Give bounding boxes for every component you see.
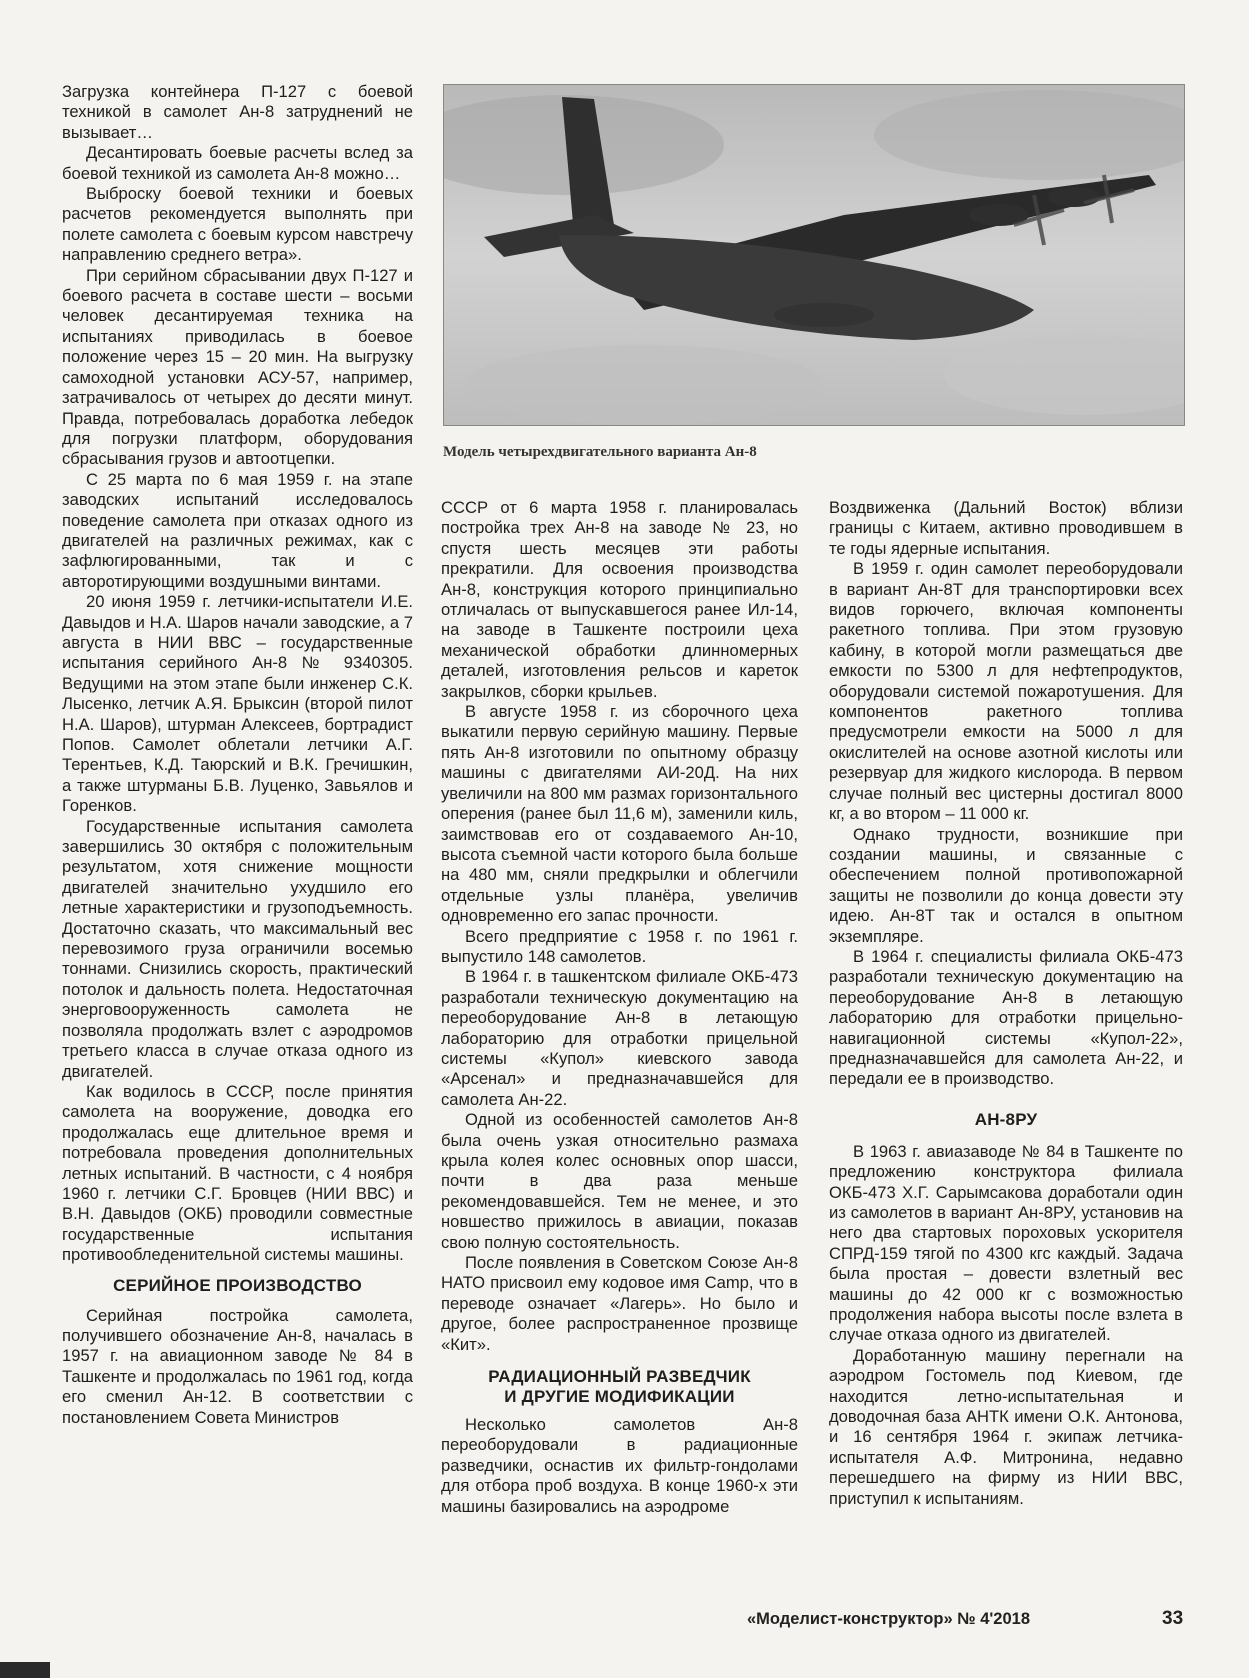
paragraph: В 1959 г. один самолет переоборудовали в вариант Ан-8Т для транспортировки всех видов горючего, включая компоненты ракетного топлива. При этом грузовую кабину, в которой могли размещаться две емкости по 5300 л для нефтепродуктов, оборудовали системой пожаротушения. Для компонентов ракетного топлива предусмотрели емкости на 5000 л для окислителей на основе азотной кислоты или резервуар для жидкого кислорода. В первом случае полный вес цистерны достигал 8000 кг, а во втором – 11 000 кг. bbox=[829, 559, 1183, 824]
paragraph: Несколько самолетов Ан-8 переоборудовали в радиационные разведчики, оснастив их фильтр-гондолами для отбора проб воздуха. В конце 1960-х эти машины базировались на аэродроме bbox=[441, 1415, 798, 1516]
paragraph: После появления в Советском Союзе Ан-8 НАТО присвоил ему кодовое имя Camp, что в переводе означает «Лагерь». Но было и другое, более распространенное прозвище «Кит». bbox=[441, 1253, 798, 1354]
paragraph: В августе 1958 г. из сборочного цеха выкатили первую серийную машину. Первые пять Ан-8 изготовили по опытному образцу машины с двигателями АИ-20Д. На них увеличили на 800 мм размах горизонтального оперения (ранее был 11,6 м), заменили киль, заимствовав его от создаваемого Ан-10, высота съемной части которого была больше на 480 мм, сняли предкрылки и облегчили отдельные узлы планёра, увеличив одновременно его запас прочности. bbox=[441, 702, 798, 926]
photo-caption: Модель четырехдвигательного варианта Ан-8 bbox=[443, 444, 757, 460]
heading-line: РАДИАЦИОННЫЙ РАЗВЕДЧИК bbox=[488, 1367, 751, 1387]
page-number: 33 bbox=[1162, 1608, 1184, 1629]
paragraph: В 1964 г. специалисты филиала ОКБ-473 разработали техническую документацию на переоборудование Ан-8 в летающую лабораторию для отработки прицельно-навигационной системы «Купол-22», предназначавшейся для самолета Ан-22, и передали ее в производство. bbox=[829, 946, 1183, 1089]
paragraph: В 1964 г. в ташкентском филиале ОКБ-473 разработали техническую документацию на переоборудование Ан-8 в летающую лабораторию для отработки прицельной системы «Купол» киевского завода «Арсенал» и предназначавшейся для самолета Ан-22. bbox=[441, 967, 798, 1109]
paragraph: Воздвиженка (Дальний Восток) вблизи границы с Китаем, активно проводившем в те годы ядерные испытания. bbox=[829, 498, 1183, 558]
paragraph: В 1963 г. авиазаводе № 84 в Ташкенте по предложению конструктора филиала ОКБ-473 Х.Г. Сарымсакова доработали один из самолетов в вариант Ан-8РУ, установив на него два стартовых пороховых ускорителя СПРД-159 тягой по 4300 кгс каждый. Задача была простая – довести взлетный вес машины до 42 000 кг с возможностью продолжения набора высоты после взлета в случае отказа одного из двигателей. bbox=[829, 1141, 1183, 1345]
paragraph: С 25 марта по 6 мая 1959 г. на этапе заводских испытаний исследовалось поведение самолета при отказах одного из двигателей на различных режимах, как с зафлюгированными, так и с авторотирующими воздушными винтами. bbox=[62, 469, 413, 591]
paragraph: Загрузка контейнера П-127 с боевой техникой в самолет Ан-8 затруднений не вызывает… bbox=[62, 82, 413, 142]
paragraph: Как водилось в СССР, после принятия самолета на вооружение, доводка его продолжалась еще длительное время и потребовала проведения дополнительных летных испытаний. В частности, с 4 ноября 1960 г. летчики С.Г. Бровцев (НИИ ВВС) и В.Н. Давыдов (ОКБ) проводили совместные государственные испытания противообледенительной системы машины. bbox=[62, 1081, 413, 1265]
text-column-3 bbox=[829, 498, 1183, 1509]
paragraph: Серийная постройка самолета, получившего обозначение Ан-8, началась в 1957 г. на авиационном заводе № 84 в Ташкенте и продолжалась по 1961 год, когда его сменил Ан-12. В соответствии с постановлением Совета Министров bbox=[62, 1305, 413, 1427]
aircraft-photo bbox=[443, 84, 1185, 426]
text-column-2 bbox=[441, 498, 798, 1517]
paragraph: 20 июня 1959 г. летчики-испытатели И.Е. Давыдов и Н.А. Шаров начали заводские, а 7 августа в НИИ ВВС – государственные испытания серийного Ан-8 № 9340305. Ведущими на этом этапе были инженер С.К. Лысенко, летчик А.Я. Брыксин (второй пилот Н.А. Шаров), штурман Алексеев, бортрадист Попов. Самолет облетали летчики А.Г. Терентьев, К.Д. Таюрский и В.К. Гречишкин, а также штурманы Б.В. Луценко, Завьялов и Горенков. bbox=[62, 592, 413, 816]
heading-line: И ДРУГИЕ МОДИФИКАЦИИ bbox=[504, 1387, 735, 1407]
corner-mark bbox=[0, 1662, 50, 1678]
journal-title: «Моделист-конструктор» № 4'2018 bbox=[747, 1610, 1031, 1628]
paragraph: СССР от 6 марта 1958 г. планировалась постройка трех Ан-8 на заводе № 23, но спустя шесть месяцев эти работы прекратили. Для освоения производства Ан-8, конструкция которого принципиально отличалась от выпускавшегося ранее Ил-14, на заводе в Ташкенте построили цеха механической обработки длинномерных деталей, изготовления рельсов и кареток закрылков, сборки крыльев. bbox=[441, 498, 798, 701]
paragraph: Государственные испытания самолета завершились 30 октября с положительным результатом, хотя снижение мощности двигателей значительно ухудшило его летные характеристики и грузоподъемность. Достаточно сказать, что максимальный вес перевозимого груза ограничили восемью тоннами. Снизились скорость, практический потолок и дальность полета. Недостаточная энерговооруженность самолета не позволяла продолжать взлет с аэродромов третьего класса в случае отказа одного из двигателей. bbox=[62, 816, 413, 1081]
paragraph: Одной из особенностей самолетов Ан-8 была очень узкая относительно размаха крыла колея колес основных опор шасси, почти в два раза меньше рекомендовавшейся. Тем не менее, и это новшество прижилось в авиации, показав свою полную состоятельность. bbox=[441, 1110, 798, 1252]
paragraph: При серийном сбрасывании двух П-127 и боевого расчета в составе шести – восьми человек десантируемая техника на испытаниях приводилась в боевое положение через 15 – 20 мин. На выгрузку самоходной установки АСУ-57, например, затрачивалось от четырех до десяти минут. Правда, потребовалась доработка лебедок для погрузки платформ, оборудования сбрасывания грузов и автоотцепки. bbox=[62, 265, 413, 469]
text-column-1 bbox=[62, 82, 413, 1428]
section-heading-an-8ru: АН-8РУ bbox=[974, 1109, 1038, 1129]
paragraph: Доработанную машину перегнали на аэродром Гостомель под Киевом, где находится летно-испытательная и доводочная база АНТК имени О.К. Антонова, и 16 сентября 1964 г. экипаж летчика-испытателя А.Ф. Митронина, недавно перешедшего на фирму из НИИ ВВС, приступил к испытаниям. bbox=[829, 1345, 1183, 1508]
paragraph: Однако трудности, возникшие при создании машины, и связанные с обеспечением полной противопожарной защиты не позволили до конца довести эту идею. Ан-8Т так и остался в опытном экземпляре. bbox=[829, 824, 1183, 946]
paragraph: Всего предприятие с 1958 г. по 1961 г. выпустило 148 самолетов. bbox=[441, 926, 798, 966]
paragraph: Десантировать боевые расчеты вслед за боевой техникой из самолета Ан-8 можно… bbox=[62, 143, 413, 183]
section-heading-radiation-scout bbox=[441, 1367, 798, 1407]
section-heading-serial-production: СЕРИЙНОЕ ПРОИЗВОДСТВО bbox=[113, 1275, 362, 1295]
paragraph: Выброску боевой техники и боевых расчетов рекомендуется выполнять при полете самолета с боевым курсом навстречу направлению среднего ветра». bbox=[62, 184, 413, 265]
